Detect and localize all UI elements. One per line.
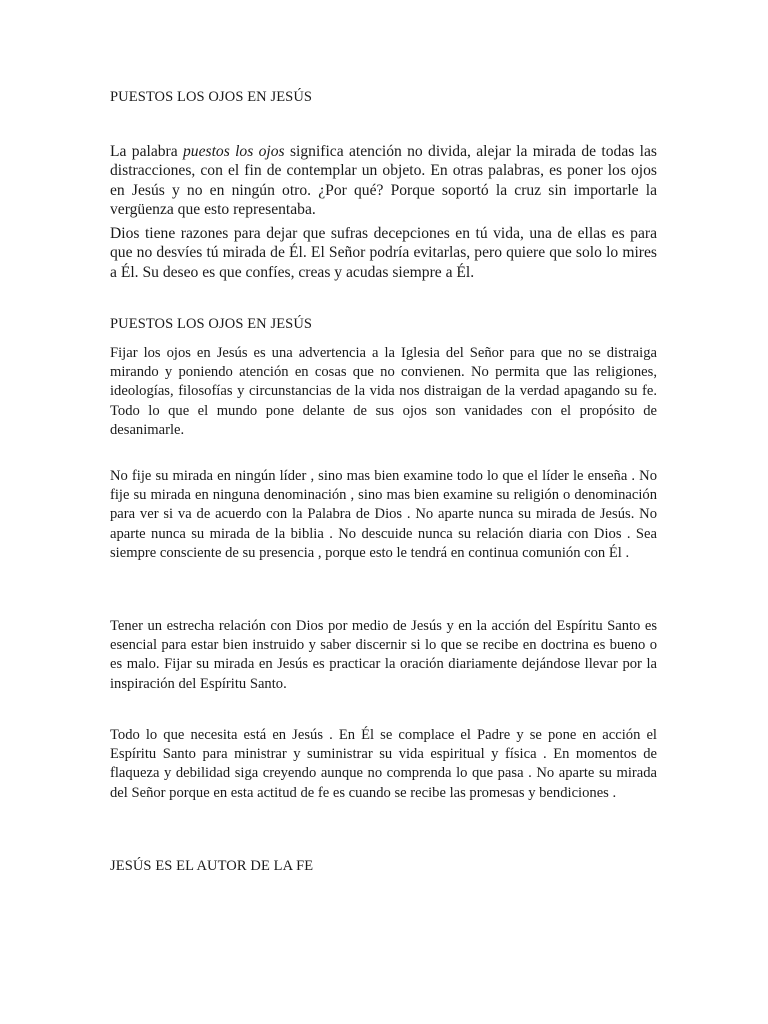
paragraph-4: No fije su mirada en ningún líder , sino mas bien examine todo lo que el líder le enseña . No fije su mirada en ninguna denominación , sino mas bien examine su religión o denominación para ver si va de acuerdo con la Palabra de Dios . No aparte nunca su mirada de Jesús. No aparte nunca su mirada de la biblia . No descuide nunca su relación diaria con Dios . Sea siempre consciente de su presencia , porque esto le tendrá en continua comunión con Él . [110, 468, 657, 561]
paragraph-5: Tener un estrecha relación con Dios por medio de Jesús y en la acción del Espíritu Santo es esencial para estar bien instruido y saber discernir si lo que se recibe en doctrina es bueno o es malo. Fijar su mirada en Jesús es practicar la oración diariamente dejándose llevar por la inspiración del Espíritu Santo. [110, 618, 657, 692]
section-heading-2: PUESTOS LOS OJOS EN JESÚS [110, 316, 313, 332]
paragraph-6: Todo lo que necesita está en Jesús . En Él se complace el Padre y se pone en acción el Espíritu Santo para ministrar y suministrar su vida espiritual y física . En momentos de flaqueza y debilidad siga creyendo aunque no comprenda lo que pasa . No aparte su mirada del Señor porque en esta actitud de fe es cuando se recibe las promesas y bendiciones . [110, 727, 657, 801]
intro-text-end: significa atención no divida, alejar la mirada de todas las distracciones, con el fin de contemplar un objeto. En otras palabras, es poner los ojos en Jesús y no en ningún otro. ¿Por qué? Porque soportó la cruz sin importarle la vergüenza que esto representaba. [110, 143, 657, 218]
section-heading-3: JESÚS ES EL AUTOR DE LA FE [110, 858, 314, 874]
intro-emphasis: puestos los ojos [182, 143, 285, 160]
paragraph-2: Dios tiene razones para dejar que sufras decepciones en tú vida, una de ellas es para que no desvíes tú mirada de Él. El Señor podría evitarlas, pero quiere que solo lo mires a Él. Su deseo es que confíes, creas y acudas siempre a Él. [110, 225, 657, 281]
intro-text-start: La palabra [110, 143, 183, 160]
intro-paragraph [110, 142, 657, 219]
paragraph-3: Fijar los ojos en Jesús es una advertencia a la Iglesia del Señor para que no se distraiga mirando y poniendo atención en cosas que no convienen. No permita que las religiones, ideologías, filosofías y circunstancias de la vida nos distraigan de la verdad apagando su fe. Todo lo que el mundo pone delante de sus ojos son vanidades con el propósito de desanimarle. [110, 345, 657, 438]
section-heading-1: PUESTOS LOS OJOS EN JESÚS [110, 89, 313, 105]
